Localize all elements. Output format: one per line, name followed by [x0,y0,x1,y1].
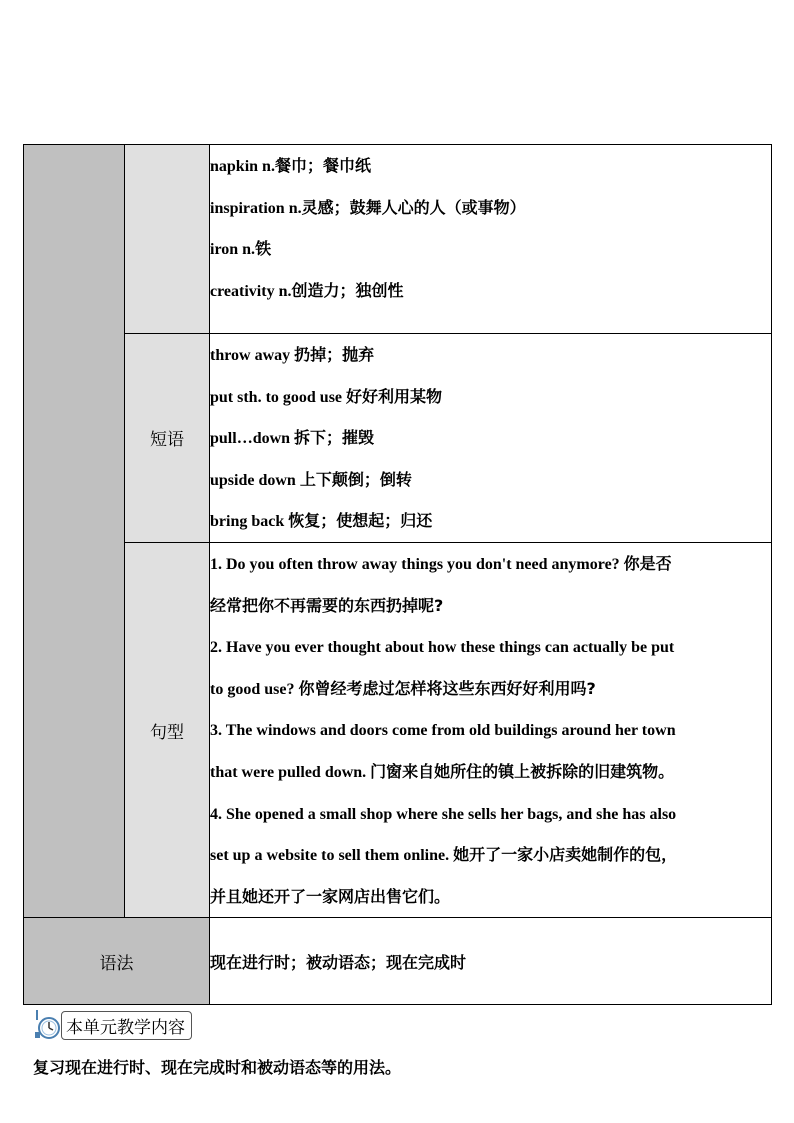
sentences-content-cell [210,542,772,917]
phrase-item: upside down 上下颠倒；倒转 [210,469,412,489]
phrases-row [24,334,772,543]
sentence-line: 经常把你不再需要的东西扔掉呢? [210,595,444,615]
phrases-label: 短语 [125,334,210,543]
phrase-item: pull…down 拆下；摧毁 [210,428,375,448]
grammar-content: 现在进行时；被动语态；现在完成时 [210,918,772,1005]
phrase-item: put sth. to good use 好好利用某物 [210,386,443,406]
vocab-row [24,145,772,334]
section-summary: 复习现在进行时、现在完成时和被动语态等的用法。 [33,1058,402,1077]
clock-icon [33,1010,63,1040]
sentences-row [24,542,772,917]
unit-summary-table [23,144,772,1005]
grammar-label: 语法 [24,918,210,1005]
sentences-label: 句型 [125,542,210,917]
vocab-category-cell [125,145,210,334]
sentence-line: 并且她还开了一家网店出售它们。 [210,886,451,906]
grammar-row [24,918,772,1005]
sentence-line: 1. Do you often throw away things you don't need anymore? 你是否 [210,553,672,573]
outer-category-cell [24,145,125,918]
vocab-item: creativity n.创造力；独创性 [210,280,404,300]
phrase-item: bring back 恢复；使想起；归还 [210,511,433,531]
vocab-content-cell [210,145,772,334]
vocab-item: iron n.铁 [210,239,272,259]
sentence-line: that were pulled down. 门窗来自她所住的镇上被拆除的旧建筑物。 [210,761,675,781]
section-heading-label: 本单元教学内容 [61,1011,192,1040]
sentence-line: 2. Have you ever thought about how these things can actually be put [210,639,675,657]
sentence-line: 4. She opened a small shop where she sells her bags, and she has also [210,805,677,823]
vocab-item: napkin n.餐巾；餐巾纸 [210,156,371,175]
sentence-line: set up a website to sell them online. 她开了一家小店卖她制作的包， [210,845,678,865]
vocab-item: inspiration n.灵感；鼓舞人心的人（或事物） [210,197,526,217]
section-heading [33,1010,192,1040]
phrase-item: throw away 扔掉；抛弃 [210,345,375,364]
sentence-line: 3. The windows and doors come from old buildings around her town [210,722,676,740]
phrases-content-cell [210,334,772,543]
sentence-line: to good use? 你曾经考虑过怎样将这些东西好好利用吗? [210,678,596,698]
